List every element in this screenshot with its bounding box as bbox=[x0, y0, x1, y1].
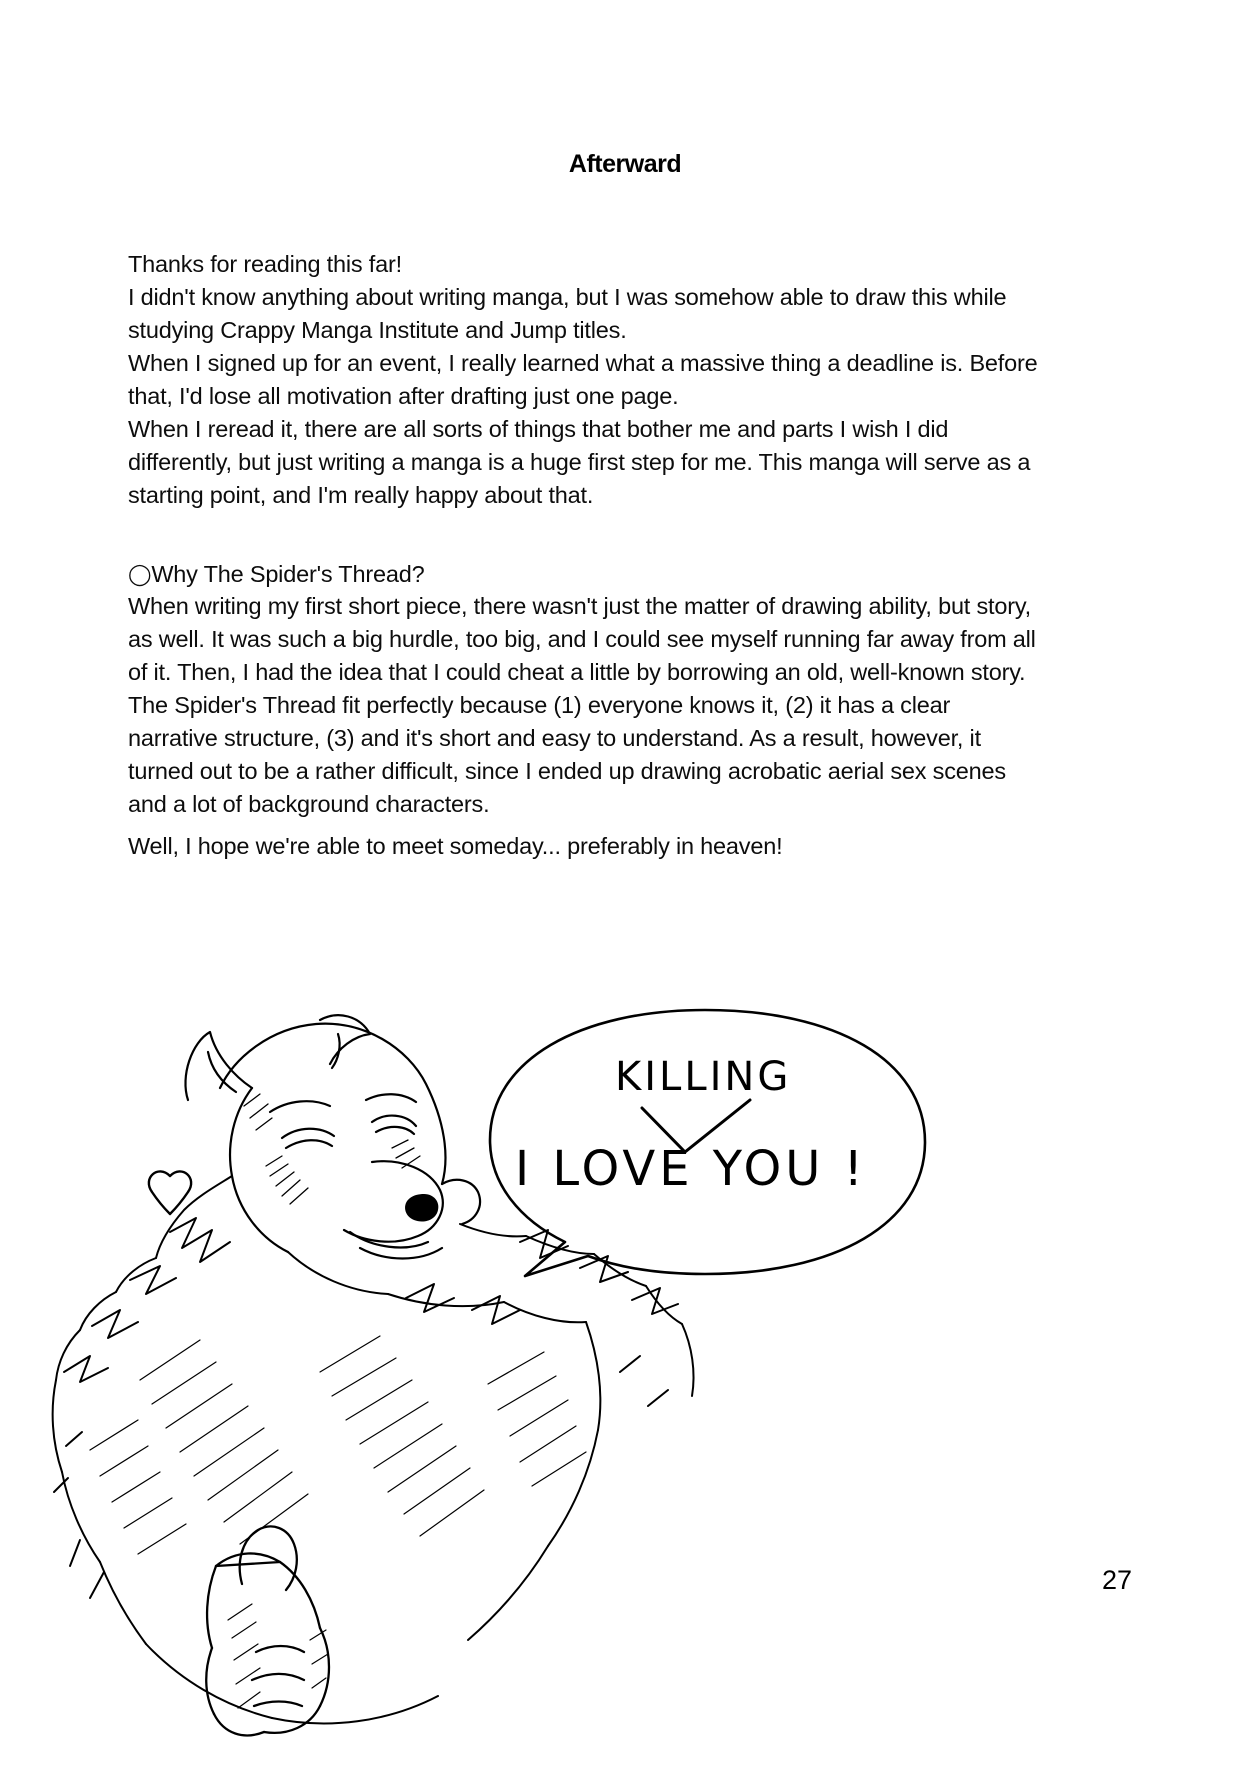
intro-line-2: I didn't know anything about writing manga, but I was somehow able to draw this while studying Crappy Manga Institute and Jump titles. bbox=[128, 284, 1007, 343]
intro-line-3: When I signed up for an event, I really learned what a massive thing a deadline is. Before that, I'd lose all motivation after drafting just one page. bbox=[128, 350, 1038, 409]
intro-line-1: Thanks for reading this far! bbox=[128, 251, 402, 277]
illustration-wolf-thumbs-up bbox=[20, 980, 1030, 1740]
motion-marks bbox=[54, 1356, 668, 1598]
wolf-thumbs-up-hand bbox=[206, 1526, 329, 1735]
section-heading bbox=[128, 558, 1043, 591]
paragraph-intro bbox=[128, 248, 1043, 512]
bubble-line-1: KILLING bbox=[615, 1054, 792, 1100]
wolf-body bbox=[53, 1322, 694, 1723]
heart-icon bbox=[149, 1171, 191, 1214]
section-heading-text: Why The Spider's Thread? bbox=[151, 561, 425, 587]
wolf-mane bbox=[56, 1176, 682, 1382]
bullet-circle-icon: ◯ bbox=[128, 563, 152, 586]
paragraph-closing bbox=[128, 830, 1043, 863]
page-title: Afterward bbox=[568, 150, 682, 178]
page-number: 27 bbox=[1101, 1565, 1132, 1595]
intro-line-4: When I reread it, there are all sorts of things that bother me and parts I wish I did differently, but just writing a manga is a huge first step for me. This manga will serve as a starting point, and I'm really happy about that. bbox=[128, 416, 1031, 508]
paragraph-why bbox=[128, 590, 1043, 821]
why-line-1: When writing my first short piece, there wasn't just the matter of drawing ability, but story, as well. It was such a big hurdle, too big, and I could see myself running far away from all of it. Then, I had the idea that I could cheat a little by borrowing an old, well-known story. The Spider's Thread fit perfectly because (1) everyone knows it, (2) it has a clear narrative structure, (3) and it's short and easy to understand. As a result, however, it turned out to be a rather difficult, since I ended up drawing acrobatic aerial sex scenes and a lot of background characters. bbox=[128, 593, 1036, 817]
wolf-head bbox=[185, 1015, 480, 1258]
bubble-line-2: I LOVE YOU ! bbox=[515, 1141, 867, 1197]
speech-bubble-text bbox=[515, 1054, 867, 1197]
closing-line-1: Well, I hope we're able to meet someday... preferably in heaven! bbox=[128, 833, 783, 859]
